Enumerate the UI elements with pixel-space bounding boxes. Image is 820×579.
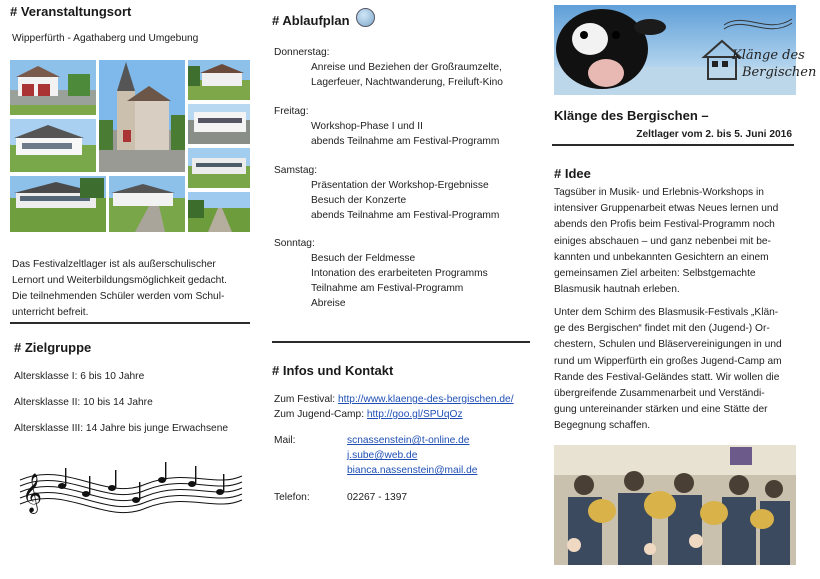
schedule-item: Präsentation der Workshop-Ergebnisse bbox=[311, 180, 489, 191]
paragraph-line: Rande des Festival-Geländes statt. Wir wollen die bbox=[554, 371, 780, 383]
festival-label: Zum Festival: bbox=[274, 394, 336, 405]
section-divider bbox=[272, 341, 530, 343]
schedule-item: Besuch der Feldmesse bbox=[311, 253, 416, 264]
festival-link-row bbox=[274, 392, 514, 407]
schedule-item: Lagerfeuer, Nachtwanderung, Freiluft-Kino bbox=[311, 77, 503, 88]
footpath-photo bbox=[188, 192, 250, 232]
section-divider bbox=[552, 144, 794, 146]
headline: Klänge des Bergischen – bbox=[554, 108, 709, 123]
schedule-item: Workshop-Phase I und II bbox=[311, 121, 423, 132]
section-divider bbox=[10, 322, 250, 324]
schedule-item: Abreise bbox=[311, 298, 346, 309]
idea-paragraph-2 bbox=[554, 305, 796, 435]
day-label: Samstag: bbox=[274, 165, 318, 176]
left-column bbox=[10, 0, 250, 579]
venue-description bbox=[12, 257, 227, 321]
schedule-day bbox=[274, 45, 503, 90]
mail-link[interactable]: j.sube@web.de bbox=[347, 450, 418, 461]
schedule-item: abends Teilnahme am Festival-Programm bbox=[311, 136, 500, 147]
music-notes-illustration bbox=[16, 458, 244, 522]
subheadline: Zeltlager vom 2. bis 5. Juni 2016 bbox=[636, 129, 792, 140]
age-group: Altersklasse I: 6 bis 10 Jahre bbox=[14, 371, 145, 382]
day-label: Sonntag: bbox=[274, 238, 315, 249]
description-line: unterricht befreit. bbox=[12, 307, 89, 318]
info-contact-title: # Infos und Kontakt bbox=[272, 363, 394, 378]
schedule-day bbox=[274, 236, 488, 311]
paragraph-line: gemeinsamen Ziel arbeiten: Selbstgemachte bbox=[554, 268, 756, 280]
middle-column bbox=[272, 0, 530, 579]
path-building-photo bbox=[109, 176, 185, 232]
paragraph-line: einiges abschauen – und ganz nebenbei mit be- bbox=[554, 235, 771, 247]
camp-link[interactable]: http://goo.gl/SPUqOz bbox=[366, 409, 463, 420]
venue-location: Wipperfürth - Agathaberg und Umgebung bbox=[12, 33, 199, 44]
schedule-item: Intonation des erarbeiteten Programms bbox=[311, 268, 488, 279]
description-line: Lernort und Weiterbildungsmöglichkeit gedacht. bbox=[12, 275, 228, 286]
idea-paragraph-1 bbox=[554, 185, 796, 298]
camp-label: Zum Jugend-Camp: bbox=[274, 409, 365, 420]
camp-link-row bbox=[274, 407, 463, 422]
school-building-photo bbox=[10, 119, 96, 172]
description-line: Das Festivalzeltlager ist als außerschulischer bbox=[12, 259, 216, 270]
mail-link[interactable]: bianca.nassenstein@mail.de bbox=[347, 465, 478, 476]
community-hall-photo bbox=[10, 176, 106, 232]
schedule-title: # Ablaufplan bbox=[272, 13, 350, 28]
paragraph-line: Unter dem Schirm des Blasmusik-Festivals „Klän- bbox=[554, 307, 779, 318]
paragraph-line: übergreifende Zusammenarbeit und Verständi- bbox=[554, 388, 765, 400]
mail-list bbox=[347, 433, 477, 478]
venue-title: # Veranstaltungsort bbox=[10, 4, 132, 19]
phone-label: Telefon: bbox=[274, 492, 310, 503]
paragraph-line: Tagsüber in Musik- und Erlebnis-Workshops in bbox=[554, 187, 764, 198]
gym-photo bbox=[188, 148, 250, 188]
paragraph-line: Blasmusik hautnah erleben. bbox=[554, 284, 680, 296]
paragraph-line: chestern, Schulen und Bläservereinigungen in und bbox=[554, 339, 782, 351]
brass-band-photo bbox=[554, 445, 796, 565]
phone-number: 02267 - 1397 bbox=[347, 492, 408, 503]
mail-link[interactable]: scnassenstein@t-online.de bbox=[347, 435, 470, 446]
target-group-title: # Zielgruppe bbox=[14, 340, 92, 355]
festival-logo-banner bbox=[554, 5, 817, 95]
age-group: Altersklasse II: 10 bis 14 Jahre bbox=[14, 397, 153, 408]
logo-title-line2: Bergischen bbox=[742, 65, 817, 80]
age-group: Altersklasse III: 14 Jahre bis junge Erwachsene bbox=[14, 423, 229, 434]
paragraph-line: ge des Bergischen“ findet mit den (Jugend-) Or- bbox=[554, 323, 770, 335]
logo-title-line1: Klänge des bbox=[732, 48, 805, 63]
school-wing-photo bbox=[188, 104, 250, 144]
paragraph-line: rund um Wipperfürth ein großes Jugend-Camp am bbox=[554, 355, 782, 367]
schedule-day bbox=[274, 104, 499, 149]
small-building-photo bbox=[188, 60, 250, 100]
mail-label: Mail: bbox=[274, 435, 296, 446]
schedule-item: abends Teilnahme am Festival-Programm bbox=[311, 210, 500, 221]
idea-title: # Idee bbox=[554, 166, 591, 181]
schedule-item: Besuch der Konzerte bbox=[311, 195, 407, 206]
day-label: Freitag: bbox=[274, 106, 309, 117]
right-column bbox=[552, 0, 817, 579]
paragraph-line: Begegnung schaffen. bbox=[554, 420, 651, 432]
festival-link[interactable]: http://www.klaenge-des-bergischen.de/ bbox=[337, 394, 514, 405]
day-label: Donnerstag: bbox=[274, 47, 330, 58]
description-line: Die teilnehmenden Schüler werden vom Schul- bbox=[12, 291, 225, 302]
paragraph-line: kannten und unbekannten Gesichtern an einem bbox=[554, 251, 769, 263]
schedule-item: Anreise und Beziehen der Großraumzelte, bbox=[311, 62, 502, 73]
church-photo bbox=[99, 60, 185, 172]
paragraph-line: gung untereinander stärken und eine Stätte der bbox=[554, 404, 768, 416]
fire-station-photo bbox=[10, 60, 96, 115]
schedule-item: Teilnahme am Festival-Programm bbox=[311, 283, 464, 294]
paragraph-line: intensiver Gruppenarbeit etwas Neues lernen und bbox=[554, 203, 779, 215]
svg-text:𝄞: 𝄞 bbox=[22, 473, 43, 513]
globe-icon bbox=[356, 8, 375, 27]
paragraph-line: abends den Profis beim Festival-Programm noch bbox=[554, 219, 775, 231]
schedule-day bbox=[274, 163, 499, 223]
